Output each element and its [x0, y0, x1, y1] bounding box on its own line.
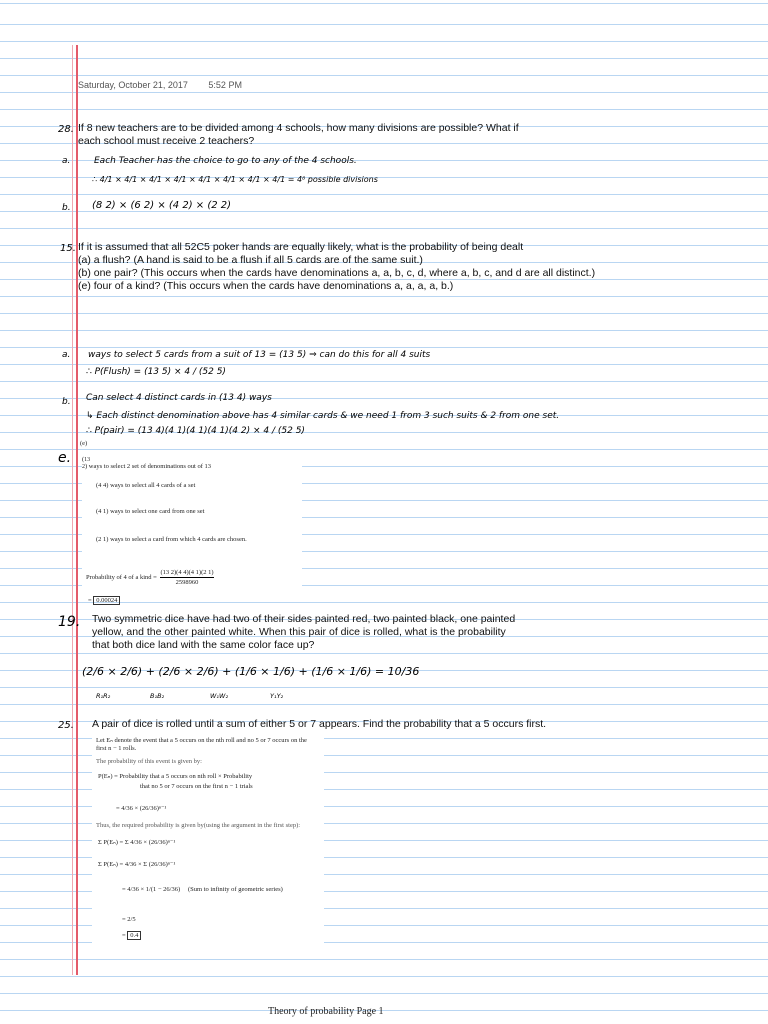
problem-15-line3: (b) one pair? (This occurs when the cards have denominations a, a, b, c, d, where a, b, c, and d are all distinct.): [78, 267, 596, 279]
problem-19-line3: that both dice land with the same color face up?: [92, 639, 315, 651]
p25-s1: Let Eₙ denote the event that a 5 occurs on the nth roll and no 5 or 7 occurs on the: [96, 737, 307, 744]
margin-line-inner: [72, 45, 73, 975]
p25-s12-box: = 0.4: [122, 932, 141, 939]
problem-19-sub-label-4: Y₁Y₂: [270, 692, 284, 700]
p25-s4: P(Eₙ) = Probability that a 5 occurs on nth roll × Probability: [98, 773, 253, 780]
e-row-3-text: ways to select one card from one set: [110, 508, 205, 515]
problem-15-a-line1: ways to select 5 cards from a suit of 13 = (13 5) ⇒ can do this for all 4 suits: [88, 350, 431, 360]
p25-s11: = 2/5: [122, 916, 136, 923]
problem-15-line1: If it is assumed that all 52C5 poker hands are equally likely, what is the probability of being dealt: [78, 241, 524, 253]
problem-19-line1: Two symmetric dice have had two of their sides painted red, two painted black, one painted: [92, 613, 516, 625]
e-formula-fraction: $\frac{(13 2)(4 4)(4 1)(2 1)}{2598960}$: [160, 569, 214, 586]
margin-line: [76, 45, 78, 975]
problem-15-b-line3: ∴ P(pair) = (13 4)(4 1)(4 1)(4 1)(4 2) × 4 / (52 5): [86, 426, 305, 436]
problem-19-work: (2/6 × 2/6) + (2/6 × 2/6) + (1/6 × 1/6) + (1/6 × 1/6) = 10/36: [82, 665, 420, 678]
problem-28-a-label: a.: [62, 156, 71, 166]
p25-s10-note: (Sum to infinity of geometric series): [188, 886, 283, 893]
p25-s5: that no 5 or 7 occurs on the first n − 1 trials: [140, 783, 253, 790]
problem-28-number: 28.: [58, 124, 74, 135]
e-row-4: (2 1) ways to select a card from which 4 cards are chosen.: [96, 536, 247, 543]
problem-15-a-label: a.: [62, 350, 71, 360]
header-time: 5:52 PM: [208, 80, 242, 90]
p25-s6: = 4/36 × (26/36)ⁿ⁻¹: [116, 805, 167, 812]
problem-15-e-small-label: (e): [80, 440, 88, 447]
problem-28-line2: each school must receive 2 teachers?: [78, 135, 255, 147]
problem-25-scan: [92, 734, 324, 946]
e-row-4-text: ways to select a card from which 4 cards are chosen.: [110, 536, 247, 543]
problem-15-e-answer-box: = 0.00024: [88, 597, 120, 604]
e-formula-denominator: 2598960: [160, 577, 213, 587]
header-date: Saturday, October 21, 2017: [78, 80, 188, 90]
p25-s2: first n − 1 rolls.: [96, 745, 137, 752]
e-row-1: (13 2) ways to select 2 set of denominations out of 13: [82, 456, 212, 470]
problem-19-number: 19.: [58, 614, 81, 630]
problem-28-b-label: b.: [62, 203, 71, 213]
problem-15-line4: (e) four of a kind? (This occurs when the cards have denominations a, a, a, a, b.): [78, 280, 454, 292]
e-formula-label: Probability of 4 of a kind =: [86, 573, 157, 581]
problem-15-line2: (a) a flush? (A hand is said to be a flush if all 5 cards are of the same suit.): [78, 254, 423, 266]
problem-28-text: [78, 122, 678, 148]
problem-15-b-line2: ↳ Each distinct denomination above has 4 similar cards & we need 1 from 3 such suits & 2 from one set.: [86, 411, 560, 421]
problem-19-line2: yellow, and the other painted white. When this pair of dice is rolled, what is the probability: [92, 626, 506, 638]
p25-s7: Thus, the required probability is given by(using the argument in the first step):: [96, 822, 301, 829]
p25-s9: Σ P(Eₙ) = 4/36 × Σ (26/36)ⁿ⁻¹: [98, 861, 176, 868]
problem-19-sub-label-2: B₁B₂: [150, 692, 165, 700]
page-footer: Theory of probability Page 1: [268, 1006, 384, 1017]
p25-s12: 0.4: [127, 931, 141, 940]
problem-15-a-line2: ∴ P(Flush) = (13 5) × 4 / (52 5): [86, 367, 226, 377]
page-header: [78, 80, 242, 90]
problem-15-b-label: b.: [62, 397, 71, 407]
e-row-2-text: ways to select all 4 cards of a set: [110, 482, 196, 489]
problem-28-a-line2: ∴ 4/1 × 4/1 × 4/1 × 4/1 × 4/1 × 4/1 × 4/1 × 4/1 = 4⁸ possible divisions: [92, 175, 378, 184]
problem-15-e-scan: [82, 456, 302, 586]
e-formula: [86, 568, 216, 587]
p25-s3: The probability of this event is given by:: [96, 758, 202, 765]
problem-28-b-line: (8 2) × (6 2) × (4 2) × (2 2): [92, 200, 232, 211]
problem-19-sub-label-1: R₁R₂: [96, 692, 111, 700]
problem-25-text: A pair of dice is rolled until a sum of either 5 or 7 appears. Find the probability that a 5 occurs first.: [92, 718, 547, 730]
problem-15-text: [78, 241, 758, 293]
problem-28-line1: If 8 new teachers are to be divided among 4 schools, how many divisions are possible? What if: [78, 122, 519, 134]
problem-15-e-label: e.: [58, 450, 72, 466]
problem-25-number: 25.: [58, 720, 74, 731]
problem-15-b-line1: Can select 4 distinct cards in (13 4) ways: [86, 393, 272, 403]
problem-19-text: [92, 613, 692, 652]
problem-15-e-answer: 0.00024: [93, 596, 120, 605]
p25-s10: = 4/36 × 1/(1 − 26/36): [122, 886, 181, 893]
problem-28-a-line1: Each Teacher has the choice to go to any of the 4 schools.: [94, 156, 357, 166]
p25-s8: Σ P(Eₙ) = Σ 4/36 × (26/36)ⁿ⁻¹: [98, 839, 176, 846]
e-row-3: (4 1) ways to select one card from one set: [96, 508, 205, 515]
problem-15-number: 15.: [60, 243, 76, 254]
e-row-2: (4 4) ways to select all 4 cards of a set: [96, 482, 196, 489]
e-row-1-text: ways to select 2 set of denominations out of 13: [88, 463, 212, 470]
problem-19-sub-label-3: W₁W₂: [210, 692, 229, 700]
